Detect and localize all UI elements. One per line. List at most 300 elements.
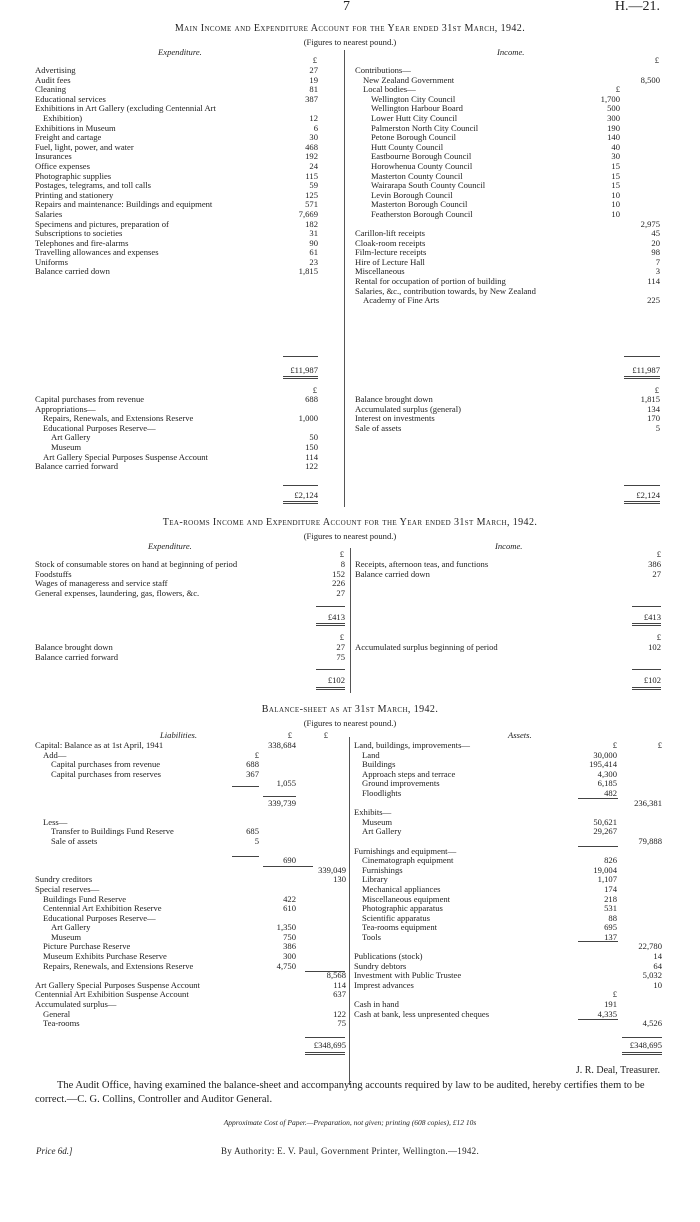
- liab-rule-e: [305, 971, 345, 972]
- expense-row-label: Office expenses: [35, 160, 90, 171]
- expense-row-label: Postages, telegrams, and toll calls: [35, 180, 151, 191]
- liab-currency-1: £: [287, 730, 292, 740]
- income-row-a1: 1,700: [600, 93, 620, 104]
- liability-row-label: Transfer to Buildings Fund Reserve: [51, 826, 174, 837]
- tea-account-subtitle: (Figures to nearest pound.): [303, 531, 397, 541]
- liability-row: [35, 741, 346, 751]
- tea-b-currency: £: [339, 632, 344, 642]
- tea-balance-row-amount: 27: [336, 642, 345, 652]
- expense-row-amount: 115: [305, 170, 318, 181]
- income-row-a1: 15: [611, 160, 620, 171]
- income-row-a1: 40: [611, 141, 620, 152]
- liability-row-a3: 339,049: [318, 864, 346, 875]
- expense-row-label: Balance carried down: [35, 266, 110, 277]
- liability-row-a2: 1,055: [276, 778, 296, 789]
- liability-row-a3: 130: [333, 874, 346, 885]
- tea-expense-row-label: Wages of manageress and service staff: [35, 578, 168, 589]
- income-row-a1: 10: [611, 208, 620, 219]
- liability-row-a3: 122: [333, 1008, 346, 1019]
- main-income-header: Income.: [497, 47, 525, 57]
- tea-expense-row-label: Stock of consumable stores on hand at beginning of period: [35, 559, 238, 569]
- balance-row-label: Sale of assets: [355, 422, 402, 433]
- liability-row-a1: 688: [246, 759, 259, 770]
- tea-income-row-label: Balance carried down: [355, 568, 430, 579]
- expense-row-amount: 1,815: [298, 266, 318, 277]
- asset-row-a1: 531: [604, 903, 617, 914]
- capital-row-label: Museum: [51, 441, 82, 452]
- income-row-a1: 10: [611, 199, 620, 210]
- balance-row-label: Interest on investments: [355, 413, 435, 424]
- tea-income-row: [355, 570, 661, 580]
- main-bal-currency: £: [654, 385, 659, 395]
- liability-row-label: Buildings Fund Reserve: [43, 893, 127, 904]
- asset-row-label: Museum: [362, 816, 393, 827]
- liability-row: [35, 856, 346, 866]
- liabilities-total: £348,695: [313, 1040, 346, 1050]
- asset-row-label: Library: [362, 874, 388, 885]
- liab-total-rule: [305, 1037, 345, 1038]
- liability-row-label: Tea-rooms: [43, 1018, 80, 1029]
- expense-row-amount: 182: [305, 218, 318, 229]
- capital-row-amount: 122: [305, 461, 318, 472]
- tea-income-row-label: Receipts, afternoon teas, and functions: [355, 559, 489, 569]
- expense-row-amount: 19: [309, 74, 318, 85]
- capital-row-amount: 1,000: [298, 413, 318, 424]
- expense-row-label: Travelling allowances and expenses: [35, 247, 159, 258]
- expense-row-amount: 24: [309, 160, 318, 171]
- asset-row-label: Furnishings and equipment—: [354, 845, 457, 856]
- expense-row-label: Telephones and fire-alarms: [35, 237, 129, 248]
- asset-row-a1: 174: [604, 883, 617, 894]
- asset-row: [354, 799, 662, 809]
- capital-row-label: Art Gallery: [51, 432, 91, 443]
- liability-row: [35, 779, 346, 789]
- balance-sheet-title: Balance-sheet as at 31st March, 1942.: [261, 704, 439, 715]
- main-cap-total-rule: [283, 485, 318, 486]
- balance-row-amount: 134: [647, 403, 660, 414]
- liability-row-a1: 367: [246, 768, 259, 779]
- main-inc-total-double-rule: [624, 376, 660, 379]
- income-row: [355, 296, 660, 306]
- main-inc-total-rule: [624, 356, 660, 357]
- liability-row-label: Sale of assets: [51, 835, 98, 846]
- asset-row-a1: 19,004: [593, 864, 617, 875]
- main-income-list: [355, 66, 660, 306]
- liability-row-label: Art Gallery: [51, 922, 91, 933]
- asset-row-label: Buildings: [362, 759, 396, 770]
- asset-row-a1: 137: [604, 931, 617, 942]
- tea-expense-row-amount: 152: [332, 568, 345, 579]
- liability-row: [35, 923, 346, 933]
- expense-row: [35, 200, 318, 210]
- asset-rule-a: [578, 798, 618, 799]
- income-row-label: Featherston Borough Council: [371, 208, 473, 219]
- tea-column-divider: [350, 548, 351, 693]
- tea-inc-total-double-rule: [632, 623, 661, 626]
- liability-row-label: Centennial Art Exhibition Reserve: [43, 903, 162, 914]
- asset-row-label: Art Gallery: [362, 826, 402, 837]
- asset-row: [354, 1019, 662, 1029]
- assets-header: Assets.: [508, 730, 532, 740]
- balance-sheet-divider: [349, 737, 350, 1085]
- asset-row-a2: 236,381: [634, 797, 662, 808]
- main-exp-total-double-rule: [283, 376, 318, 379]
- tea-b-inc-total: £102: [643, 675, 661, 685]
- asset-row-label: Photographic apparatus: [362, 903, 443, 914]
- income-row-label: Palmerston North City Council: [371, 122, 479, 133]
- liability-row: [35, 789, 346, 799]
- tea-balance-row-amount: 75: [336, 651, 345, 662]
- asset-row-a1: £: [612, 989, 617, 1000]
- expense-row-amount: 59: [309, 180, 318, 191]
- income-row-a2: 20: [651, 237, 660, 248]
- income-row-label: Film-lecture receipts: [355, 247, 427, 258]
- asset-row-a2: £: [657, 740, 662, 750]
- tea-surplus-row: [355, 643, 661, 653]
- tea-exp-total-rule: [316, 606, 345, 607]
- income-row-label: Hire of Lecture Hall: [355, 256, 425, 267]
- liability-row-a1: 685: [246, 826, 259, 837]
- main-bal-total-double-rule: [624, 501, 660, 504]
- asset-total-double-rule: [622, 1052, 662, 1055]
- liability-row-a2: 750: [283, 931, 296, 942]
- expense-row-label: Exhibitions in Museum: [35, 122, 116, 133]
- tea-expense-row-label: General expenses, laundering, gas, flowers, &c.: [35, 587, 200, 598]
- capital-row-label: Capital purchases from revenue: [35, 394, 145, 404]
- main-exp-total-rule: [283, 356, 318, 357]
- liability-row-label: Museum: [51, 931, 82, 942]
- expense-row-label: Salaries: [35, 208, 63, 219]
- liability-row: [35, 799, 346, 809]
- liability-row-label: Capital purchases from revenue: [51, 759, 161, 770]
- liability-row-label: Capital purchases from reserves: [51, 768, 162, 779]
- income-row-label: Wairarapa South County Council: [371, 180, 486, 191]
- liability-row-a3: 637: [333, 989, 346, 1000]
- asset-row-a1: 30,000: [593, 749, 617, 760]
- balance-row-amount: 170: [647, 413, 660, 424]
- asset-row-label: Cash at bank, less unpresented cheques: [354, 1008, 490, 1019]
- asset-row: [354, 827, 662, 837]
- tea-exp-total: £413: [327, 612, 345, 622]
- expense-row-label: Printing and stationery: [35, 189, 114, 200]
- asset-row-label: Mechanical appliances: [362, 883, 441, 894]
- expense-row: [35, 143, 318, 153]
- liability-row-a2: 338,684: [268, 740, 296, 750]
- asset-row-a2: 14: [653, 951, 662, 962]
- expense-row-label: Specimens and pictures, preparation of: [35, 218, 169, 229]
- treasurer-signature: J. R. Deal, Treasurer.: [575, 1065, 660, 1076]
- liability-row-label: Capital: Balance as at 1st April, 1941: [35, 740, 164, 750]
- income-row-label: Horowhenua County Council: [371, 160, 473, 171]
- tea-expense-row-amount: 27: [336, 587, 345, 598]
- liability-row-label: Repairs, Renewals, and Extensions Reserve: [43, 960, 194, 971]
- liability-row-label: Picture Purchase Reserve: [43, 941, 131, 952]
- balance-row-amount: 5: [655, 422, 660, 433]
- income-row: [355, 210, 660, 220]
- tea-balance-list: [35, 643, 345, 662]
- liability-row-label: Educational Purposes Reserve—: [43, 912, 156, 923]
- expense-row-label: Educational services: [35, 93, 106, 104]
- price-note: Price 6d.]: [36, 1146, 73, 1156]
- audit-certificate: The Audit Office, having examined the balance-sheet and accompanying accounts required by law to be audited, hereby certifies them to be correct.—C. G. Collins, Controller and Auditor General.: [35, 1080, 645, 1105]
- main-account-subtitle: (Figures to nearest pound.): [303, 37, 397, 47]
- liability-row-a2: 1,350: [276, 922, 296, 933]
- page-number: 7: [343, 0, 350, 14]
- expense-row-amount: 387: [305, 93, 318, 104]
- liabilities-list: [35, 741, 346, 1029]
- liability-row: [35, 808, 346, 818]
- expense-row-amount: 61: [309, 247, 318, 258]
- liability-row-label: Museum Exhibits Purchase Reserve: [43, 951, 167, 962]
- liability-row-a3: 75: [337, 1018, 346, 1029]
- expense-row-label: Advertising: [35, 65, 76, 75]
- main-account-title: Main Income and Expenditure Account for the Year ended 31st March, 1942.: [174, 23, 526, 34]
- liability-row-label: Less—: [43, 816, 68, 827]
- liability-row-label: Art Gallery Special Purposes Suspense Account: [35, 979, 200, 990]
- asset-row-a1: 195,414: [589, 759, 617, 770]
- printer-authority: By Authority: E. V. Paul, Government Printer, Wellington.—1942.: [220, 1146, 480, 1156]
- main-exp-total: £11,987: [290, 365, 318, 375]
- asset-row-label: Imprest advances: [354, 979, 414, 990]
- tea-balance-row: [35, 653, 345, 663]
- asset-row-label: Publications (stock): [354, 951, 423, 962]
- expense-row-label: Uniforms: [35, 256, 68, 267]
- expense-row-label: Insurances: [35, 151, 72, 162]
- asset-rule-b: [578, 846, 618, 847]
- expense-row-amount: 192: [305, 151, 318, 162]
- balance-row-label: Accumulated surplus (general): [355, 403, 461, 414]
- tea-b-total: £102: [327, 675, 345, 685]
- liability-row-label: Accumulated surplus—: [35, 999, 117, 1010]
- asset-row-a1: 4,300: [597, 768, 617, 779]
- income-row-a2: 45: [651, 228, 660, 239]
- balance-sheet-subtitle: (Figures to nearest pound.): [303, 718, 397, 728]
- income-row-label: Petone Borough Council: [371, 132, 456, 143]
- liability-row: [35, 770, 346, 780]
- tea-expense-row-label: Foodstuffs: [35, 568, 72, 579]
- asset-row-a1: 826: [604, 855, 617, 866]
- tea-inc-total: £413: [643, 612, 661, 622]
- main-expenditure-list: [35, 66, 318, 277]
- asset-row: [354, 1010, 662, 1020]
- tea-b-inc-total-double-rule: [632, 687, 661, 690]
- tea-account-title: Tea-rooms Income and Expenditure Account for the Year ended 31st March, 1942.: [162, 517, 538, 528]
- expense-row: [35, 248, 318, 258]
- income-row-label: Lower Hutt City Council: [371, 112, 458, 123]
- liability-row-a3: 114: [333, 979, 346, 990]
- expense-row-amount: 30: [309, 132, 318, 143]
- asset-rule-c: [578, 941, 618, 942]
- balance-row-amount: 1,815: [640, 394, 660, 404]
- expense-row-label: Audit fees: [35, 74, 71, 85]
- asset-row-a1: £: [612, 740, 617, 750]
- income-row-label: Rental for occupation of portion of building: [355, 276, 506, 287]
- expense-row-amount: 23: [309, 256, 318, 267]
- asset-row-label: Cash in hand: [354, 999, 399, 1010]
- asset-row-a2: 79,888: [638, 835, 662, 846]
- asset-row-label: Tools: [362, 931, 381, 942]
- income-row-a2: 8,500: [640, 74, 660, 85]
- tea-exp-total-double-rule: [316, 623, 345, 626]
- asset-row-label: Land, buildings, improvements—: [354, 740, 471, 750]
- document-reference: H.—21.: [614, 0, 660, 14]
- income-row-label: Contributions—: [355, 65, 411, 75]
- cost-note: Approximate Cost of Paper.—Preparation, not given; printing (608 copies), £12 10s: [223, 1118, 477, 1127]
- capital-row-amount: 50: [309, 432, 318, 443]
- tea-expenditure-header: Expenditure.: [148, 541, 192, 551]
- main-bal-total: £2,124: [636, 490, 660, 500]
- income-row-a1: 500: [607, 103, 620, 114]
- asset-row-a2: 4,526: [642, 1018, 662, 1029]
- asset-row-label: Exhibits—: [354, 807, 392, 818]
- liability-row-label: Add—: [43, 749, 67, 760]
- expense-row-label: Subscriptions to societies: [35, 228, 123, 239]
- tea-b-total-double-rule: [316, 687, 345, 690]
- expense-row-label: Repairs and maintenance: Buildings and equipment: [35, 199, 213, 210]
- expense-row-amount: 7,669: [298, 208, 318, 219]
- income-row-a1: 15: [611, 180, 620, 191]
- asset-row-a1: 482: [604, 787, 617, 798]
- liability-row-label: General: [43, 1008, 71, 1019]
- main-bal-total-rule: [624, 485, 660, 486]
- expense-row-label: Cleaning: [35, 84, 67, 95]
- asset-row-a1: 88: [608, 912, 617, 923]
- expense-row-label: Freight and cartage: [35, 132, 102, 143]
- main-balance-list: [355, 395, 660, 433]
- liability-row: [35, 962, 346, 972]
- asset-row-a1: 1,107: [597, 874, 617, 885]
- income-row-a1: 140: [607, 132, 620, 143]
- asset-row-a2: 22,780: [638, 941, 662, 952]
- tea-income-row-amount: 386: [648, 559, 661, 569]
- liability-row-a2: 300: [283, 951, 296, 962]
- asset-row-label: Miscellaneous equipment: [362, 893, 451, 904]
- balance-row-label: Balance brought down: [355, 394, 433, 404]
- income-row-a2: 114: [647, 276, 660, 287]
- income-row-label: Local bodies—: [363, 84, 416, 95]
- income-row-label: Levin Borough Council: [371, 189, 453, 200]
- main-capital-list: [35, 395, 318, 472]
- liabilities-header: Liabilities.: [160, 730, 198, 740]
- expense-row-amount: 27: [309, 65, 318, 75]
- income-row-a1: 15: [611, 170, 620, 181]
- main-cap-total-double-rule: [283, 501, 318, 504]
- asset-rule-d: [578, 1019, 618, 1020]
- tea-b-inc-currency: £: [656, 632, 661, 642]
- tea-surplus-row-amount: 102: [648, 642, 661, 652]
- liab-currency-2: £: [323, 730, 328, 740]
- income-row-label: Eastbourne Borough Council: [371, 151, 472, 162]
- balance-row: [355, 424, 660, 434]
- expense-row-label: Exhibition): [43, 112, 83, 123]
- main-inc-currency: £: [654, 55, 659, 65]
- expense-row-label: Exhibitions in Art Gallery (excluding Centennial Art: [35, 103, 216, 114]
- capital-row-label: Balance carried forward: [35, 461, 119, 472]
- liability-row-label: Centennial Art Exhibition Suspense Account: [35, 989, 189, 1000]
- asset-row-a1: 218: [604, 893, 617, 904]
- asset-row-a1: 29,267: [593, 826, 617, 837]
- liability-row-a2: 610: [283, 903, 296, 914]
- income-row-a2: 225: [647, 295, 660, 306]
- assets-total: £348,695: [629, 1040, 662, 1050]
- capital-row-amount: 114: [305, 451, 318, 462]
- liab-rule-b: [263, 796, 296, 797]
- asset-row-label: Investment with Public Trustee: [354, 970, 462, 981]
- asset-row-a2: 64: [653, 960, 662, 971]
- asset-row-label: Land: [362, 749, 380, 760]
- asset-row-label: Ground improvements: [362, 778, 440, 789]
- liability-row-a3: 8,568: [326, 970, 346, 981]
- liability-row-label: Sundry creditors: [35, 874, 93, 885]
- income-row-label: Masterton Borough Council: [371, 199, 468, 210]
- income-row-label: Academy of Fine Arts: [363, 295, 440, 306]
- capital-row-label: Art Gallery Special Purposes Suspense Account: [43, 451, 208, 462]
- tea-income-header: Income.: [495, 541, 523, 551]
- asset-row-a1: 6,185: [597, 778, 617, 789]
- liab-total-double-rule: [305, 1052, 345, 1055]
- assets-list: [354, 741, 662, 1029]
- asset-row-a1: 50,621: [593, 816, 617, 827]
- expense-row-amount: 468: [305, 141, 318, 152]
- liability-row-a2: 690: [283, 855, 296, 866]
- income-row-label: Wellington Harbour Board: [371, 103, 463, 114]
- liability-row-a2: 4,750: [276, 960, 296, 971]
- liability-row: [35, 1019, 346, 1029]
- income-row-a1: 10: [611, 189, 620, 200]
- income-row-label: Wellington City Council: [371, 93, 456, 104]
- capital-row-amount: 688: [305, 394, 318, 404]
- tea-b-inc-total-rule: [632, 669, 661, 670]
- capital-row: [35, 462, 318, 472]
- asset-row-label: Sundry debtors: [354, 960, 407, 971]
- tea-surplus-row-label: Accumulated surplus beginning of period: [355, 642, 498, 652]
- main-inc-total: £11,987: [632, 365, 660, 375]
- expense-row-amount: 31: [309, 228, 318, 239]
- liab-rule-d: [263, 866, 313, 867]
- main-exp-currency: £: [312, 55, 317, 65]
- liab-rule-c: [232, 856, 259, 857]
- income-row-a1: 30: [611, 151, 620, 162]
- asset-row-a1: 695: [604, 922, 617, 933]
- asset-row-label: Furnishings: [362, 864, 403, 875]
- tea-inc-currency: £: [656, 549, 661, 559]
- asset-total-rule: [622, 1037, 662, 1038]
- expense-row-amount: 6: [313, 122, 318, 133]
- income-row-a2: 3: [655, 266, 660, 277]
- asset-row-a1: 4,335: [597, 1008, 617, 1019]
- income-row-label: Miscellaneous: [355, 266, 405, 277]
- capital-row-label: Repairs, Renewals, and Extensions Reserve: [43, 413, 194, 424]
- asset-row-label: Scientific apparatus: [362, 912, 431, 923]
- liability-row: [35, 1010, 346, 1020]
- tea-inc-total-rule: [632, 606, 661, 607]
- expense-row-amount: 81: [309, 84, 318, 95]
- tea-expenditure-list: [35, 560, 345, 598]
- main-cap-total: £2,124: [294, 490, 318, 500]
- income-row-a2: 2,975: [640, 218, 660, 229]
- tea-balance-row-label: Balance brought down: [35, 642, 113, 652]
- asset-row-label: Tea-rooms equipment: [362, 922, 438, 933]
- expense-row-amount: 571: [305, 199, 318, 210]
- capital-row-label: Appropriations—: [35, 403, 96, 414]
- tea-exp-currency: £: [339, 549, 344, 559]
- income-row-label: New Zealand Government: [363, 74, 455, 85]
- asset-row-label: Floodlights: [362, 787, 402, 798]
- tea-expense-row: [35, 589, 345, 599]
- asset-row-label: Approach steps and terrace: [362, 768, 456, 779]
- tea-income-list: [355, 560, 661, 579]
- tea-income-row-amount: 27: [652, 568, 661, 579]
